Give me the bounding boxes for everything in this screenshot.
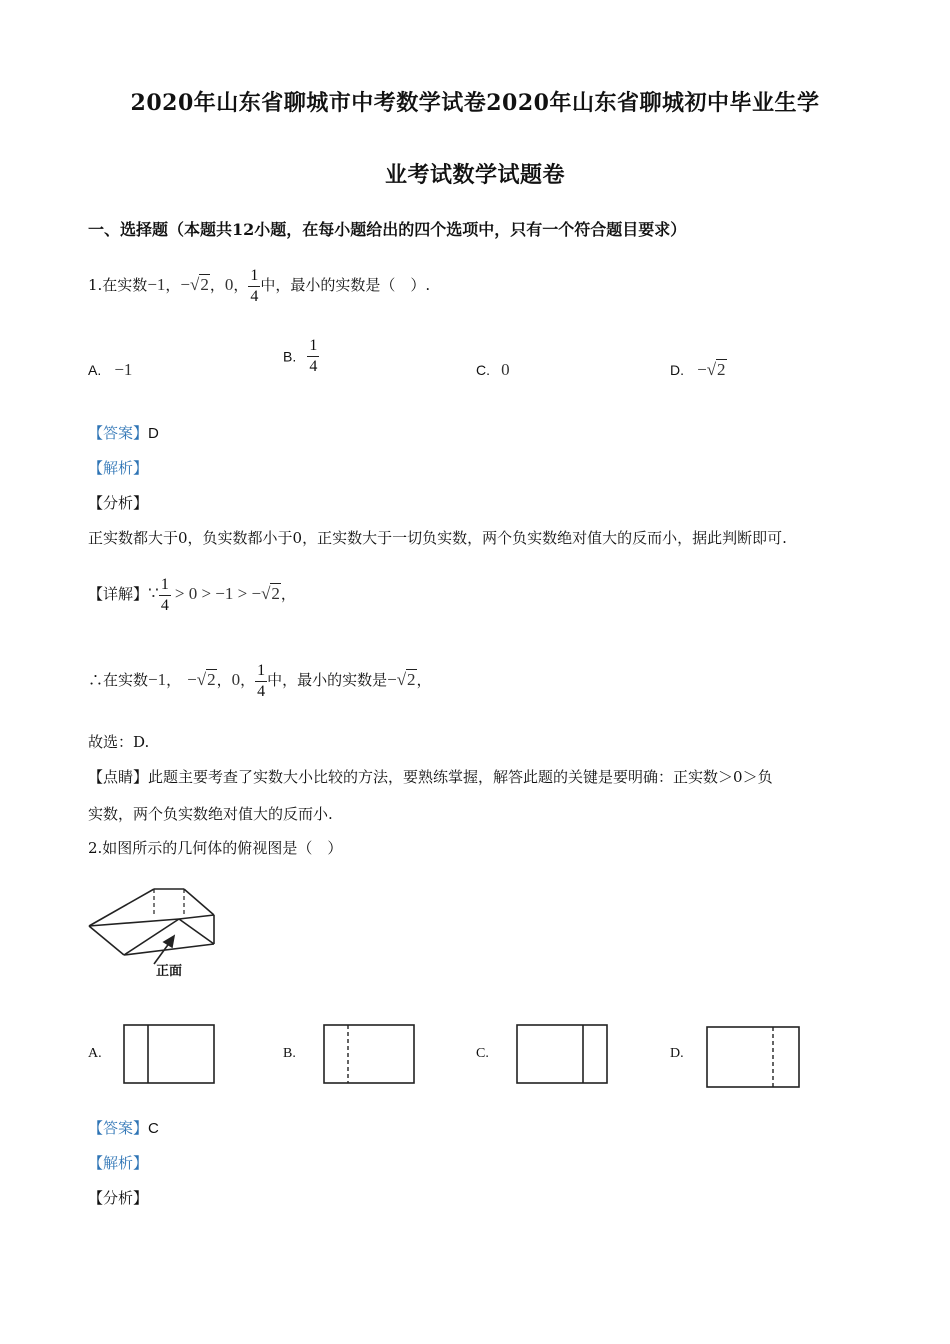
detail-sqrt: √2 — [261, 584, 280, 603]
q1-frac-num: 1 — [250, 266, 259, 284]
therefore-frac-den: 4 — [257, 682, 266, 700]
q1-stem — [88, 250, 430, 320]
q1-jiexi: 【解析】 — [88, 459, 149, 477]
option-b-den: 4 — [309, 358, 318, 375]
q1-prefix: 1.在实数 — [88, 276, 148, 294]
doc-title-line1: 2020年山东省聊城市中考数学试卷2020年山东省聊城初中毕业生学 — [130, 90, 820, 116]
therefore-mid: 中，最小的实数是 — [267, 671, 388, 689]
option-a-value: −1 — [114, 360, 133, 379]
q2-answer-tag: 答案 — [103, 1119, 134, 1137]
q1-option-b — [283, 336, 319, 377]
q2-option-d-label: D. — [670, 1046, 684, 1061]
fenxi-tag: 分析 — [103, 494, 134, 512]
q1-answer: 【答案】D — [88, 424, 159, 442]
therefore-rad: 2 — [207, 670, 216, 689]
option-b-fraction — [307, 336, 319, 377]
option-d-sqrt: √2 — [706, 360, 726, 379]
detail-inequality: > 0 > −1 > − — [174, 584, 262, 603]
q2-stem: 2.如图所示的几何体的俯视图是（ ） — [88, 839, 343, 857]
q1-sep3: ， — [233, 276, 249, 294]
therefore-sep2: ， — [216, 671, 232, 689]
q1-sqrt: √2 — [190, 275, 209, 294]
dianjing-line1: 此题主要考查了实数大小比较的方法，要熟练掌握，解答此题的关键是要明确：正实数＞0＞负 — [148, 768, 773, 786]
front-label: 正面 — [156, 963, 183, 978]
detail-rad: 2 — [271, 584, 280, 603]
q1-sep2: ， — [209, 276, 225, 294]
q1-rad: 2 — [200, 275, 209, 294]
q1-n1: −1 — [147, 275, 166, 294]
q1-fraction — [248, 266, 260, 307]
q1-option-a — [88, 360, 132, 380]
q2-jiexi-tag: 解析 — [103, 1154, 134, 1172]
q1-dianjing-line2: 实数，两个负实数绝对值大的反而小. — [88, 805, 333, 823]
q2-option-c-figure[interactable] — [516, 1024, 608, 1084]
q1-sep1: ， — [165, 276, 181, 294]
therefore-sep1: ， — [166, 671, 182, 689]
option-d-label: D. — [670, 362, 684, 378]
therefore-fraction — [255, 661, 267, 702]
q2-fenxi-tag: 分析 — [103, 1189, 134, 1207]
answer-value: D — [148, 425, 159, 442]
therefore-prefix: ∴在实数 — [88, 671, 149, 689]
q1-fenxi: 【分析】 — [88, 494, 149, 512]
q2-option-b-label: B. — [283, 1046, 296, 1061]
option-b-num: 1 — [309, 337, 318, 354]
therefore-rad2: 2 — [407, 670, 416, 689]
option-c-value: 0 — [501, 360, 510, 379]
therefore-sqrt2: √2 — [396, 670, 416, 689]
therefore-end: ， — [416, 671, 432, 689]
section-heading: 一、选择题（本题共12小题，在每小题给出的四个选项中，只有一个符合题目要求） — [88, 220, 687, 239]
q2-answer: 【答案】C — [88, 1119, 159, 1137]
answer-tag: 答案 — [103, 424, 134, 442]
because-symbol: ∵ — [148, 584, 159, 603]
q1-suffix: 中，最小的实数是（ ）. — [260, 276, 431, 294]
therefore-zero: 0 — [231, 670, 241, 689]
q1-analysis-text: 正实数都大于0，负实数都小于0，正实数大于一切负实数，两个负实数绝对值大的反而小，据此判断即可. — [88, 529, 787, 547]
q1-option-d — [670, 360, 727, 380]
q2-option-c-label: C. — [476, 1046, 489, 1061]
jiexi-tag: 解析 — [103, 459, 134, 477]
option-b-label: B. — [283, 348, 297, 365]
q1-choose: 故选：D. — [88, 733, 150, 751]
option-a-label: A. — [88, 362, 102, 378]
doc-title-line2: 业考试数学试题卷 — [384, 162, 565, 188]
detail-fraction — [159, 575, 171, 616]
detail-end: ， — [280, 585, 296, 603]
therefore-n1: −1 — [148, 670, 167, 689]
detail-tag: 详解 — [103, 585, 134, 603]
q2-answer-value: C — [148, 1120, 159, 1137]
q2-jiexi: 【解析】 — [88, 1154, 149, 1172]
q1-option-c — [476, 360, 510, 380]
q2-option-a-figure[interactable] — [123, 1024, 215, 1084]
q2-option-d-figure[interactable] — [706, 1026, 800, 1088]
detail-frac-num: 1 — [160, 575, 169, 593]
q1-zero: 0 — [224, 275, 234, 294]
therefore-sqrt: √2 — [196, 670, 216, 689]
therefore-sep3: ， — [240, 671, 256, 689]
option-d-rad: 2 — [717, 360, 726, 379]
q1-dianjing: 【点睛】此题主要考查了实数大小比较的方法，要熟练掌握，解答此题的关键是要明确：正实数＞0＞负 — [88, 768, 773, 786]
detail-frac-den: 4 — [160, 596, 169, 614]
q1-minus: − — [180, 275, 191, 294]
q1-frac-den: 4 — [250, 287, 259, 305]
therefore-frac-num: 1 — [257, 661, 266, 679]
q1-therefore — [88, 648, 432, 712]
option-d-minus: − — [697, 360, 707, 379]
option-c-label: C. — [476, 362, 490, 378]
q2-fenxi: 【分析】 — [88, 1189, 149, 1207]
therefore-minus2: − — [387, 670, 397, 689]
therefore-minus: − — [187, 670, 197, 689]
q1-detail: 【详解】∵ $\frac{1}{4}$ > 0 > −1 > −√2， — [88, 566, 296, 622]
q2-option-b-figure[interactable] — [323, 1024, 415, 1084]
q2-option-a-label: A. — [88, 1046, 102, 1061]
dianjing-tag: 点睛 — [103, 768, 134, 786]
